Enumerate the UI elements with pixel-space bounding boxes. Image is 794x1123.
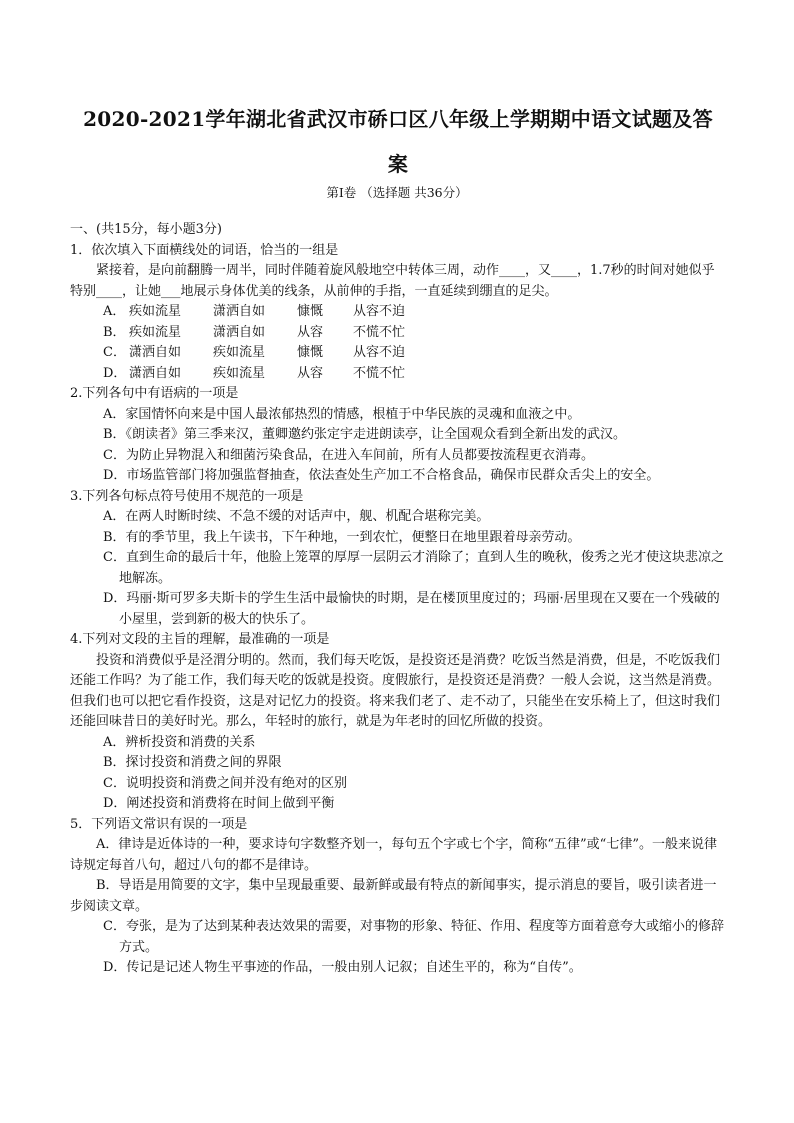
option-word-1: 潇洒自如 <box>129 365 182 381</box>
option-word-1: 潇洒自如 <box>129 345 182 360</box>
question-2-option-c: C．为防止异物混入和细菌污染食品，在进入车间前，所有人员都要按流程更衣消毒。 <box>103 447 594 463</box>
question-3-stem: 3.下列各句标点符号使用不规范的一项是 <box>70 488 304 504</box>
option-letter: A． <box>103 304 126 319</box>
question-5-option-d: D．传记是记述人物生平事迹的作品，一般由别人记叙；自述生平的，称为“自传”。 <box>103 960 582 975</box>
section-heading: 一、(共15分，每小题3分) <box>70 222 222 237</box>
question-1-option-b <box>70 323 726 344</box>
question-4-stem: 4.下列对文段的主旨的理解，最准确的一项是 <box>70 632 330 647</box>
question-5-stem: 5．下列语文常识有误的一项是 <box>70 816 248 832</box>
question-5-option-c: C．夸张，是为了达到某种表达效果的需要，对事物的形象、特征、作用、程度等方面着意夸大或缩小的修辞方式。 <box>103 919 724 955</box>
option-letter: B． <box>103 324 126 340</box>
question-3-option-c: C．直到生命的最后十年，他脸上笼罩的厚厚一层阴云才消除了；直到人生的晚秋，俊秀之光才使这块悲凉之地解冻。 <box>103 550 724 586</box>
exam-content <box>70 220 726 979</box>
question-1-option-d <box>70 364 726 385</box>
question-2-option-d: D．市场监管部门将加强监督抽查，依法查处生产加工不合格食品，确保市民群众舌尖上的安全。 <box>103 468 660 483</box>
question-5-option-b: B．导语是用简要的文字，集中呈现最重要、最新鲜或最有特点的新闻事实，提示消息的要旨，吸引读者进一步阅读文章。 <box>70 878 717 914</box>
option-word-4: 从容不迫 <box>353 345 406 360</box>
question-2-option-b: B．《朗读者》第三季来汉，董卿邀约张定宇走进朗读亭，让全国观众看到全新出发的武汉。 <box>103 427 627 442</box>
option-word-2: 疾如流星 <box>213 365 266 381</box>
question-2-stem: 2.下列各句中有语病的一项是 <box>70 386 239 401</box>
page-title-continued: 案 <box>387 152 409 176</box>
question-1-stem: 1．依次填入下面横线处的词语，恰当的一组是 <box>70 242 339 258</box>
page-title: 2020-2021学年湖北省武汉市硚口区八年级上学期期中语文试题及答 <box>83 107 713 131</box>
question-3-option-a: A．在两人时断时续、不急不缓的对话声中，舰、机配合堪称完美。 <box>103 509 490 524</box>
option-letter: D． <box>103 365 127 381</box>
option-word-3: 从容 <box>297 365 324 381</box>
question-4-option-b: B．探讨投资和消费之间的界限 <box>103 755 282 770</box>
option-word-1: 疾如流星 <box>129 304 182 319</box>
option-word-2: 疾如流星 <box>213 345 266 360</box>
option-word-3: 慷慨 <box>297 304 324 319</box>
question-3-option-d: D．玛丽·斯可罗多夫斯卡的学生生活中最愉快的时期，是在楼顶里度过的；玛丽·居里现在又要在一个残破的小屋里，尝到新的极大的快乐了。 <box>103 591 720 627</box>
option-word-2: 潇洒自如 <box>213 324 266 340</box>
option-word-4: 不慌不忙 <box>353 365 406 381</box>
question-1-passage: 紧接着，是向前翻腾一周半，同时伴随着旋风般地空中转体三周，动作____，又____，1.7秒的时间对她似乎特别____，让她___地展示身体优美的线条，从前伸的手指，一直延续到绷直的足尖。 <box>70 263 715 299</box>
question-4-option-d: D．阐述投资和消费将在时间上做到平衡 <box>103 796 335 811</box>
question-4-option-a: A．辨析投资和消费的关系 <box>103 734 256 750</box>
option-word-1: 疾如流星 <box>129 324 182 340</box>
question-4-option-c: C．说明投资和消费之间并没有绝对的区别 <box>103 775 347 791</box>
option-word-4: 不慌不忙 <box>353 324 406 340</box>
question-1-option-c <box>70 343 726 364</box>
option-letter: C． <box>103 345 126 360</box>
question-1-option-a <box>70 302 726 323</box>
option-word-2: 潇洒自如 <box>213 304 266 319</box>
option-word-4: 从容不迫 <box>353 304 406 319</box>
paper-subtitle: 第Ⅰ卷 （选择题 共36分） <box>326 185 468 200</box>
option-word-3: 从容 <box>297 324 324 340</box>
question-4-passage: 投资和消费似乎是泾渭分明的。然而，我们每天吃饭，是投资还是消费？吃饭当然是消费，但是，不吃饭我们还能工作吗？为了能工作，我们每天吃的饭就是投资。度假旅行，是投资还是消费？一般人会说，这当然是消费。但我们也可以把它看作投资，这是对记忆力的投资。将来我们老了、走不动了，只能坐在安乐椅上了，但这时我们还能回味昔日的美好时光。那么，年轻时的旅行，就是为年老时的回忆所做的投资。 <box>70 652 721 729</box>
question-3-option-b: B．有的季节里，我上午读书，下午种地，一到农忙，便整日在地里跟着母亲劳动。 <box>103 529 581 545</box>
question-5-option-a: A．律诗是近体诗的一种，要求诗句字数整齐划一，每句五个字或七个字，简称“五律”或“七律”。一般来说律诗规定每首八句，超过八句的都不是律诗。 <box>70 837 717 873</box>
question-2-option-a: A．家国情怀向来是中国人最浓郁热烈的情感，根植于中华民族的灵魂和血液之中。 <box>103 406 581 422</box>
option-word-3: 慷慨 <box>297 345 324 360</box>
